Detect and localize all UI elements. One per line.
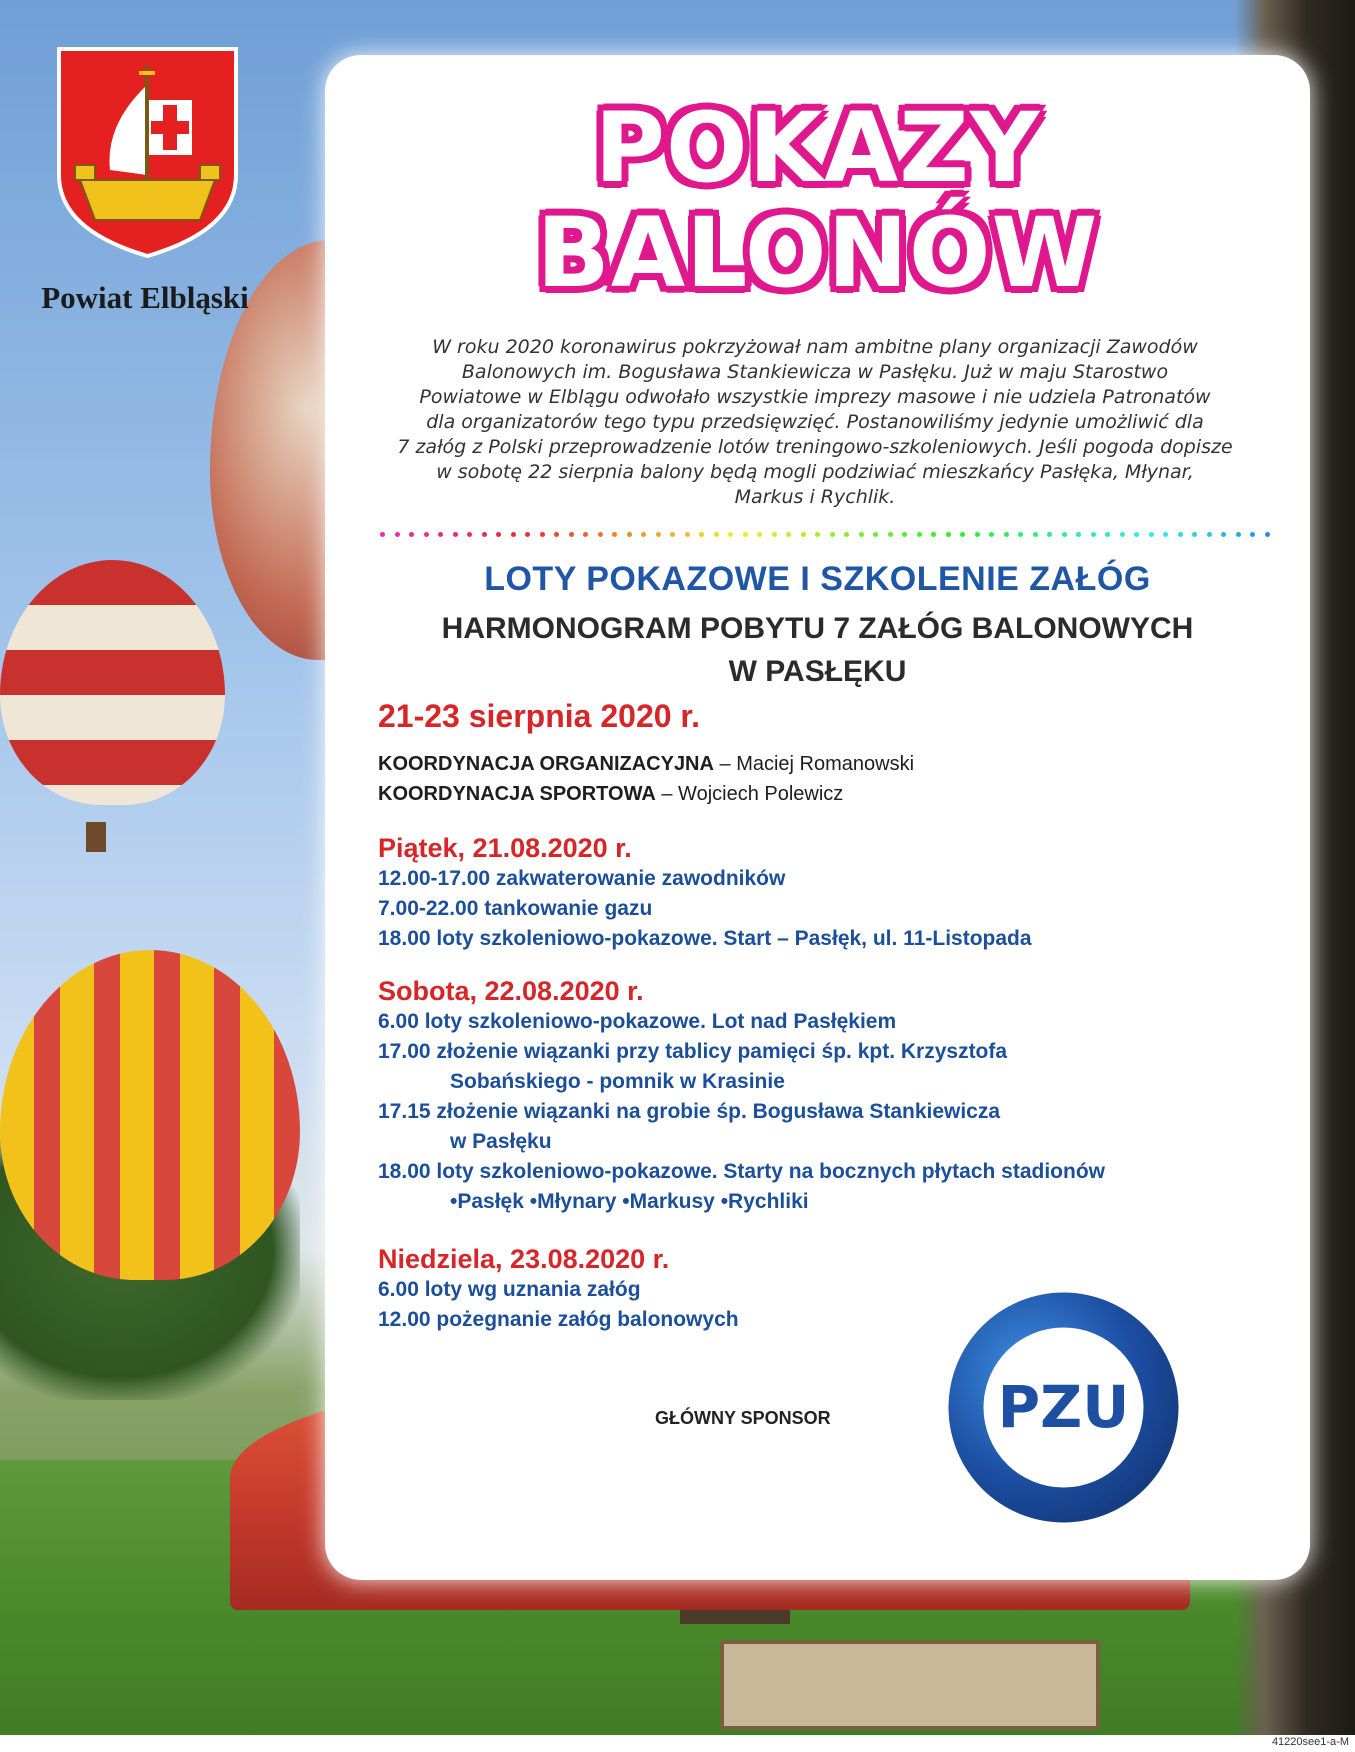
divider-dot (1120, 532, 1125, 537)
divider-dot (757, 532, 762, 537)
divider-dot (467, 532, 472, 537)
schedule-item: 6.00 loty wg uznania załóg (378, 1278, 641, 1301)
divider-dot (873, 532, 878, 537)
divider-dot (1091, 532, 1096, 537)
pzu-logo-text: PZU (997, 1373, 1130, 1441)
main-heading: LOTY POKAZOWE I SZKOLENIE ZAŁÓG (484, 560, 1151, 598)
schedule-item: 12.00-17.00 zakwaterowanie zawodników (378, 867, 786, 890)
divider-dot (902, 532, 907, 537)
event-dates: 21-23 sierpnia 2020 r. (378, 698, 700, 734)
divider-dot (438, 532, 443, 537)
divider-dot (772, 532, 777, 537)
divider-dot (540, 532, 545, 537)
divider-dot (1018, 532, 1023, 537)
divider-dot (482, 532, 487, 537)
coat-of-arms-icon (55, 45, 240, 260)
divider-dot (1265, 532, 1270, 537)
divider-dot (699, 532, 704, 537)
coordination-sport (378, 783, 843, 806)
intro-paragraph (365, 335, 1265, 510)
divider-dot (554, 532, 559, 537)
divider-dot (1192, 532, 1197, 537)
divider-dot (380, 532, 385, 537)
divider-dot (728, 532, 733, 537)
schedule-item: 17.00 złożenie wiązanki przy tablicy pamięci śp. kpt. Krzysztofa (378, 1040, 1008, 1063)
divider-dot (525, 532, 530, 537)
divider-dot (496, 532, 501, 537)
balloon-basket-image (86, 822, 106, 852)
divider-dot (844, 532, 849, 537)
schedule-item: 6.00 loty szkoleniowo-pokazowe. Lot nad Pasłękiem (378, 1010, 897, 1033)
divider-dot (627, 532, 632, 537)
divider-dot (1207, 532, 1212, 537)
divider-dot (975, 532, 980, 537)
divider-dot (612, 532, 617, 537)
intro-line: 7 załóg z Polski przeprowadzenie lotów treningowo-szkoleniowych. Jeśli pogoda dopisze (397, 436, 1233, 458)
schedule-item-continuation: •Pasłęk •Młynary •Markusy •Rychliki (450, 1190, 809, 1213)
divider-dot (656, 532, 661, 537)
schedule-item-continuation: w Pasłęku (450, 1130, 552, 1153)
coordination-label: KOORDYNACJA SPORTOWA (378, 783, 656, 805)
divider-dot (424, 532, 429, 537)
coordination-organizational (378, 753, 914, 776)
divider-dot (1105, 532, 1110, 537)
divider-dot (888, 532, 893, 537)
divider-dot (917, 532, 922, 537)
title-line-2: BALONÓW (536, 197, 1099, 309)
divider-dot (641, 532, 646, 537)
schedule-item: 12.00 pożegnanie załóg balonowych (378, 1308, 739, 1331)
divider-dot (859, 532, 864, 537)
divider-dot (583, 532, 588, 537)
divider-dot (1236, 532, 1241, 537)
schedule-item-continuation: Sobańskiego - pomnik w Krasinie (450, 1070, 785, 1093)
divider-dot (1076, 532, 1081, 537)
divider-dot (989, 532, 994, 537)
friday-heading: Piątek, 21.08.2020 r. (378, 833, 632, 863)
divider-dot (1062, 532, 1067, 537)
intro-line: w sobotę 22 sierpnia balony będą mogli podziwiać mieszkańcy Pasłęka, Młynar, (436, 461, 1194, 483)
sponsor-label: GŁÓWNY SPONSOR (655, 1408, 831, 1428)
schedule-item: 18.00 loty szkoleniowo-pokazowe. Starty na bocznych płytach stadionów (378, 1160, 1105, 1183)
rainbow-dotted-divider (380, 532, 1270, 540)
sunday-heading: Niedziela, 23.08.2020 r. (378, 1244, 670, 1274)
divider-dot (670, 532, 675, 537)
balloon-yellow-red-image (0, 950, 300, 1280)
divider-dot (931, 532, 936, 537)
schedule-item: 7.00-22.00 tankowanie gazu (378, 897, 653, 920)
divider-dot (743, 532, 748, 537)
divider-dot (946, 532, 951, 537)
divider-dot (1047, 532, 1052, 537)
divider-dot (685, 532, 690, 537)
divider-dot (786, 532, 791, 537)
sub-heading-line-2: W PASŁĘKU (728, 655, 907, 688)
divider-dot (1004, 532, 1009, 537)
divider-dot (714, 532, 719, 537)
divider-dot (1033, 532, 1038, 537)
divider-dot (960, 532, 965, 537)
divider-dot (1178, 532, 1183, 537)
title-line-1: POKAZY (594, 92, 1041, 204)
intro-line: Markus i Rychlik. (734, 486, 896, 508)
sub-heading-line-1: HARMONOGRAM POBYTU 7 ZAŁÓG BALONOWYCH (441, 612, 1194, 645)
divider-dot (1134, 532, 1139, 537)
schedule-item: 17.15 złożenie wiązanki na grobie śp. Bogusława Stankiewicza (378, 1100, 1001, 1123)
divider-dot (1221, 532, 1226, 537)
divider-dot (830, 532, 835, 537)
divider-dot (453, 532, 458, 537)
pzu-logo-icon (946, 1290, 1181, 1525)
balloon-red-white-image (0, 560, 225, 805)
divider-dot (569, 532, 574, 537)
county-name: Powiat Elbląski (41, 280, 249, 315)
intro-line: dla organizatorów tego typu przedsięwzięć. Postanowiliśmy jedynie umożliwić dla (426, 411, 1204, 433)
bench-image (680, 1610, 790, 1624)
coordination-person: – Maciej Romanowski (713, 753, 915, 775)
sandbox-image (720, 1640, 1100, 1730)
divider-dot (1250, 532, 1255, 537)
divider-dot (409, 532, 414, 537)
coordination-label: KOORDYNACJA ORGANIZACYJNA (378, 753, 714, 775)
divider-dot (395, 532, 400, 537)
divider-dot (1149, 532, 1154, 537)
coordination-person: – Wojciech Polewicz (655, 783, 844, 805)
divider-dot (598, 532, 603, 537)
saturday-heading: Sobota, 22.08.2020 r. (378, 976, 644, 1006)
print-code: 41220see1-a-M (1271, 1736, 1349, 1748)
intro-line: Balonowych im. Bogusława Stankiewicza w Pasłęku. Już w maju Starostwo (461, 361, 1169, 383)
divider-dot (815, 532, 820, 537)
intro-line: W roku 2020 koronawirus pokrzyżował nam ambitne plany organizacji Zawodów (432, 336, 1198, 358)
divider-dot (511, 532, 516, 537)
intro-line: Powiatowe w Elblągu odwołało wszystkie imprezy masowe i nie udziela Patronatów (419, 386, 1211, 408)
divider-dot (801, 532, 806, 537)
divider-dot (1163, 532, 1168, 537)
schedule-item: 18.00 loty szkoleniowo-pokazowe. Start – Pasłęk, ul. 11-Listopada (378, 927, 1032, 950)
